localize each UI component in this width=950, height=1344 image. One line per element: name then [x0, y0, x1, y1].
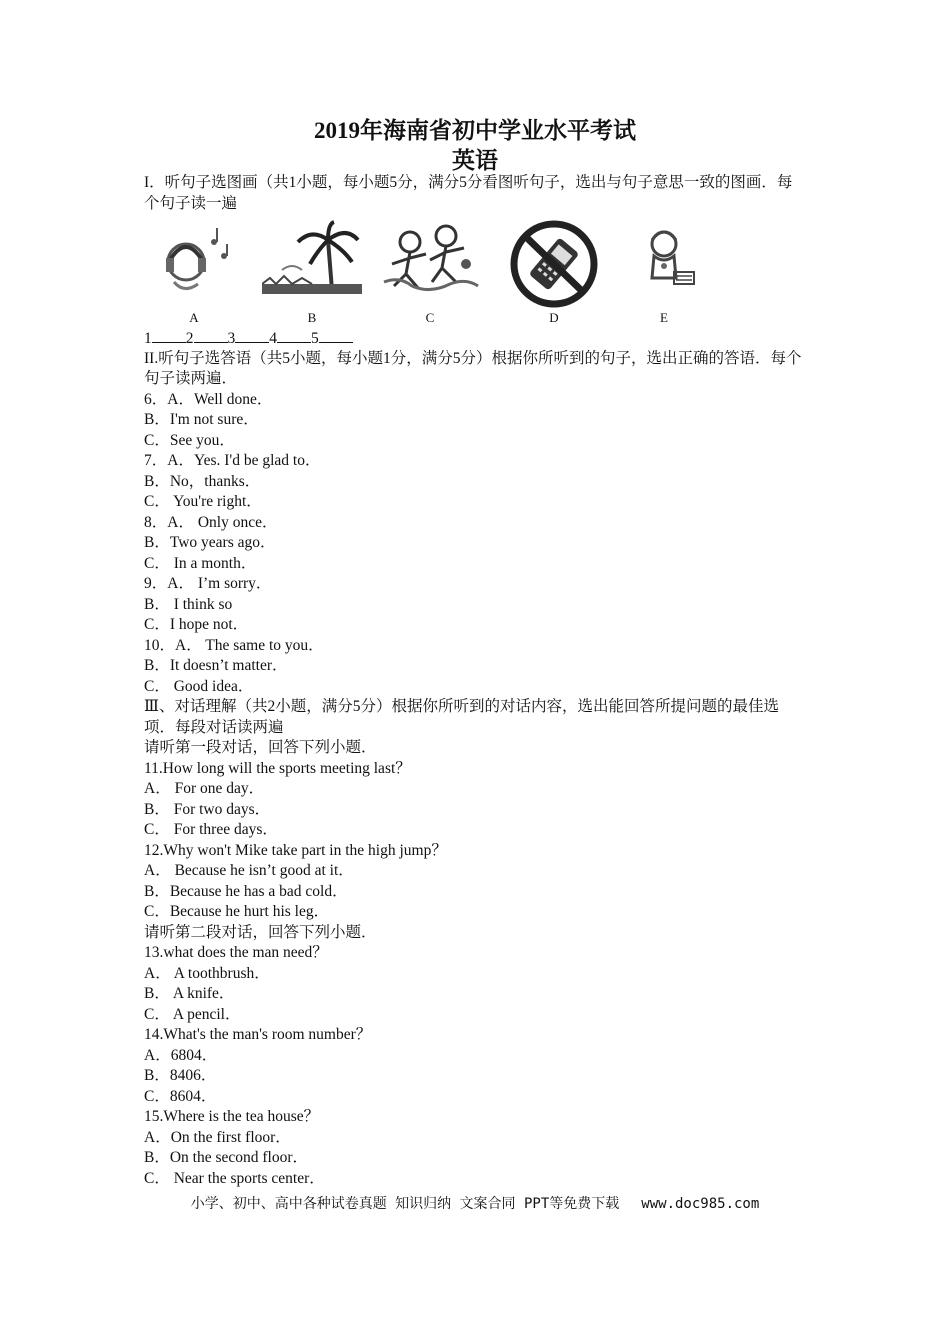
blank-3[interactable] [235, 328, 269, 343]
page-subtitle: 英语 [452, 148, 498, 173]
picture-e [614, 220, 714, 328]
blank-4[interactable] [277, 328, 311, 343]
q9-b: B． I think so [144, 595, 233, 613]
picture-c [380, 220, 480, 328]
q13-c: C． A pencil． [144, 1005, 241, 1023]
blank-1[interactable] [152, 328, 186, 343]
q6-a: 6．A．Well done． [144, 390, 273, 408]
q12-b: B．Because he has a bad cold． [144, 882, 348, 900]
footer-text: 小学、初中、高中各种试卷真题 知识归纳 文案合同 PPT等免费下载 [190, 1196, 620, 1212]
children-playing-icon [380, 220, 480, 300]
q9-a: 9．A． I’m sorry． [144, 575, 272, 592]
q14-c: C．8604． [144, 1087, 217, 1105]
q9-c: C．I hope not． [144, 616, 249, 633]
q13: 13.what does the man need？ [144, 944, 328, 961]
q11-c: C． For three days． [144, 821, 278, 838]
q12: 12.Why won't Mike take part in the high jump？ [144, 841, 447, 859]
footer-url[interactable]: www.doc985.com [641, 1196, 760, 1212]
page-footer [0, 1193, 950, 1213]
q13-b: B． A knife． [144, 985, 235, 1002]
q11: 11.How long will the sports meeting last？ [144, 759, 411, 777]
q8-c: C． In a month． [144, 554, 257, 572]
q8-b: B．Two years ago． [144, 534, 276, 551]
picture-d-label: D [549, 309, 559, 325]
section-2-heading: II.听句子选答语（共5小题，每小题1分，满分5分）根据你所听到的句子，选出正确的答语．每个句子读两遍． [144, 349, 802, 387]
listening-music-icon [154, 220, 234, 300]
q15-c: C． Near the sports center． [144, 1169, 325, 1187]
q15-a: A．On the first floor． [144, 1128, 291, 1146]
q7-c: C． You're right． [144, 493, 262, 510]
blank-5[interactable] [319, 328, 353, 343]
q12-c: C．Because he hurt his leg． [144, 903, 330, 920]
picture-b [262, 220, 362, 328]
answer-blanks: 1 2 3 4 5 [144, 328, 804, 349]
q12-a: A． Because he isn’t good at it． [144, 862, 354, 879]
q15: 15.Where is the tea house？ [144, 1108, 320, 1125]
picture-e-label: E [660, 309, 668, 325]
blank-2[interactable] [194, 328, 228, 343]
picture-a [144, 220, 244, 328]
picture-a-label: A [189, 309, 199, 325]
section-1-heading: I．听句子选图画（共1小题，每小题5分，满分5分看图听句子，选出与句子意思一致的图画．每个句子读一遍 [144, 174, 793, 212]
q10-b: B．It doesn’t matter． [144, 657, 288, 674]
q10-c: C． Good idea． [144, 677, 254, 695]
q6-b: B．I'm not sure． [144, 411, 259, 428]
q15-b: B．On the second floor． [144, 1149, 309, 1166]
picture-d [504, 220, 604, 328]
q7-a: 7．A．Yes. I'd be glad to． [144, 452, 321, 469]
q14-a: A．6804． [144, 1046, 218, 1064]
picture-c-label: C [425, 309, 435, 325]
q11-a: A． For one day． [144, 780, 265, 797]
exam-body [144, 173, 804, 1189]
q6-c: C．See you． [144, 431, 235, 449]
dialogue-2-intro: 请听第二段对话，回答下列小题． [144, 923, 377, 941]
beach-palm-icon [262, 220, 362, 300]
picture-b-label: B [307, 309, 317, 325]
student-reading-icon [624, 220, 704, 300]
q14: 14.What's the man's room number？ [144, 1026, 372, 1043]
page-title: 2019年海南省初中学业水平考试 [314, 118, 636, 143]
q7-b: B．No，thanks． [144, 472, 261, 490]
no-phone-icon [505, 220, 603, 308]
q11-b: B． For two days． [144, 800, 271, 818]
q10-a: 10．A． The same to you． [144, 636, 324, 654]
section-3-heading: Ⅲ、对话理解（共2小题，满分5分）根据你所听到的对话内容，选出能回答所提问题的最佳选项．每段对话读两遍 [144, 698, 779, 736]
q14-b: B．8406． [144, 1067, 217, 1084]
q13-a: A． A toothbrush． [144, 964, 270, 982]
picture-row [144, 220, 804, 328]
dialogue-1-intro: 请听第一段对话，回答下列小题． [144, 739, 377, 756]
q8-a: 8．A． Only once． [144, 513, 278, 531]
